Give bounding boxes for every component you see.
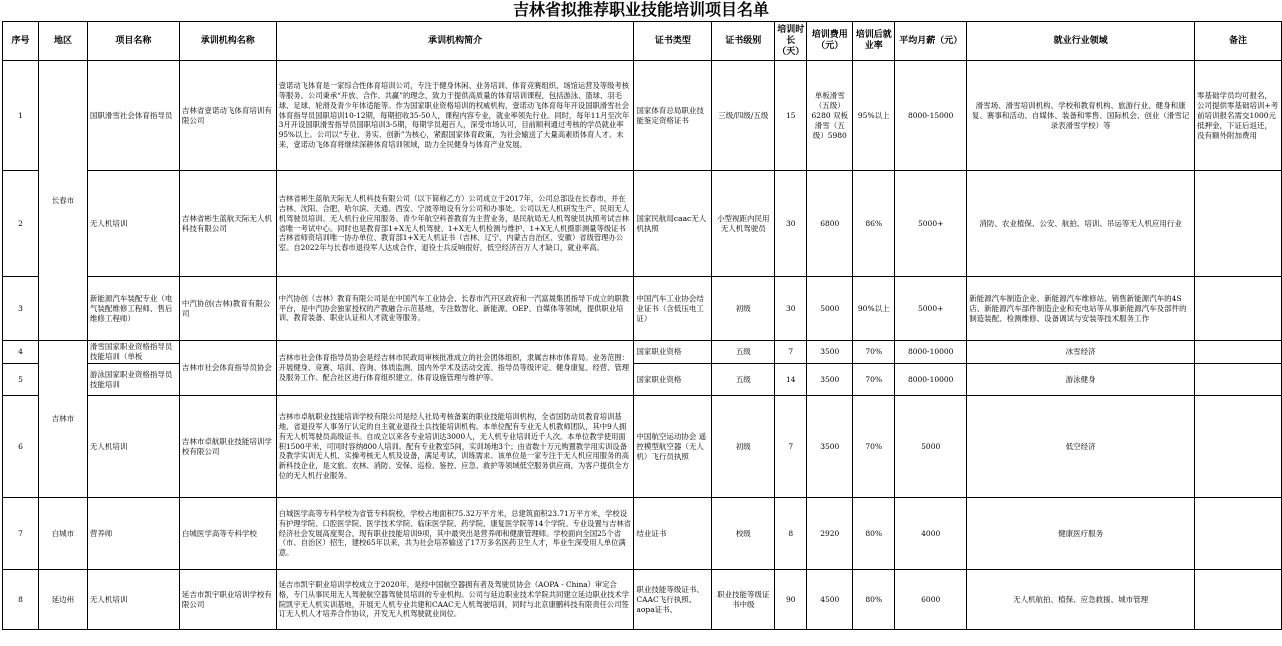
- cell-region: 长春市: [38, 61, 87, 341]
- cell-org: 吉林市社会体育指导员协会: [179, 341, 276, 396]
- cell-industry: 无人机航拍、植保、应急救援、城市管理: [967, 570, 1195, 630]
- cell-no: 4: [3, 341, 39, 364]
- cell-fee: 6800: [807, 171, 853, 277]
- cell-fee: 3500: [807, 364, 853, 396]
- cell-note: [1194, 171, 1281, 277]
- header-note: 备注: [1194, 22, 1281, 61]
- cell-cert-level: 初级: [712, 277, 775, 341]
- cell-cert-type: 国家职业资格: [634, 364, 712, 396]
- cell-intro: 中汽协创（吉林）教育有限公司是在中国汽车工业协会、长春市汽开区政府和一汽富晟集团指导下成立的职教平台，是中汽协会独家授权的产教融合示范基地，专注数智化、新能源、OEP、自媒体等领域，提供职业培训、教育装备、职业认证和人才就业等服务。: [276, 277, 634, 341]
- cell-fee: 5000: [807, 277, 853, 341]
- cell-fee: 2920: [807, 498, 853, 570]
- cell-no: 1: [3, 61, 39, 171]
- cell-intro: 吉林市卓航职业技能培训学校有限公司是经人社局考核备案的职业技能培训机构，全省国防动员教育培训基地、省退役军人事务厅认定的自主就业退役士兵技能培训机构。本单位配有专业无人机教师团队，其中9人拥有无人机驾驶员高级证书。自成立以来各专业培训达3000人，无人机专业培训近千人次。本单位教学使用面积1500平米，可同时容纳800人培训。配有专业教室5间，实训场地3个；由省数十万元购置教学用实训设备及教学实训无人机、实操考核无人机及设备，满足考试、训练需求。该单位是一家专注于无人机应用服务的高新科技企业，是文旅、农林、消防、安保、巡检、鉴控、应急、救护等领域低空服务供应商，为客户提供全方位的无人机行业服务。: [276, 396, 634, 498]
- cell-no: 3: [3, 277, 39, 341]
- cell-intro: 吉林省彬生蓝航天际无人机科技有限公司（以下简称乙方）公司成立于2017年，公司总部设在长春市，并在吉林、沈阳、合肥、哈尔滨、天通、西安、宁波等地设有分公司和办事处。公司以无人机研发生产、民用无人机驾驶员培训、无人机行业应用服务、青少年航空科普教育为主营业务，是民航局无人机驾驶员执照考试吉林省唯一考试中心。同时也是教育部1+X无人机驾驶、1+X无人机检测与维护、1+X无人机摄影测量等级证书吉林省师资培训唯一协办单位、教育部1+X无人机证书（吉林、辽宁、内蒙古自治区、安徽）省级管理办公室。自2022年与长春市退役军人达成合作，退役士兵反响很好，低空经济百万人才缺口，就业率高。: [276, 171, 634, 277]
- cell-fee: 3500: [807, 396, 853, 498]
- cell-salary: 4000: [895, 498, 967, 570]
- cell-cert-level: 校级: [712, 498, 775, 570]
- cell-cert-level: 职业技能等级证书中级: [712, 570, 775, 630]
- table-row: [3, 341, 1282, 364]
- cell-project: 无人机培训: [87, 570, 179, 630]
- cell-duration: 14: [775, 364, 807, 396]
- cell-cert-level: 五级: [712, 341, 775, 364]
- cell-org: 吉林省彬生蓝航天际无人机科技有限公司: [179, 171, 276, 277]
- table-row: [3, 61, 1282, 171]
- cell-project: 无人机培训: [87, 171, 179, 277]
- header-salary: 平均月薪（元）: [895, 22, 967, 61]
- cell-employment: 80%: [853, 498, 895, 570]
- cell-fee: 3500: [807, 341, 853, 364]
- table-row: [3, 498, 1282, 570]
- cell-note: [1194, 396, 1281, 498]
- header-no: 序号: [3, 22, 39, 61]
- cell-org: 中汽协创(吉林)教育有限公司: [179, 277, 276, 341]
- training-projects-table: [2, 21, 1282, 630]
- cell-industry: 健康医疗服务: [967, 498, 1195, 570]
- cell-no: 7: [3, 498, 39, 570]
- cell-employment: 70%: [853, 396, 895, 498]
- cell-no: 5: [3, 364, 39, 396]
- cell-cert-type: 中国航空运动协会 遥控模型航空器（无人机）飞行员执照: [634, 396, 712, 498]
- cell-note: [1194, 364, 1281, 396]
- cell-cert-type: 国家体育总局职业技能鉴定资格证书: [634, 61, 712, 171]
- cell-intro: 吉林市社会体育指导员协会是经吉林市民政局审核批准成立的社会团体组织，隶属吉林市体育局。业务范围：开展健身、竞赛、培训、咨询、体质监测、国内外学术及活动交流、指导员等级评定、健身康复、经营、管理及服务工作、配合社区进行体育组织建立、体育设施管理与维护等。: [276, 341, 634, 396]
- cell-duration: 30: [775, 171, 807, 277]
- cell-industry: 新能源汽车制造企业、新能源汽车维修站、销售新能源汽车的4S店、新能源汽车部件制造企业和充电站等从事新能源汽车及部件的制造装配、检测维修、设备调试与安装等技术服务工作: [967, 277, 1195, 341]
- cell-salary: 8000-15000: [895, 61, 967, 171]
- header-employment: 培训后就业率: [853, 22, 895, 61]
- cell-salary: 8000-10000: [895, 364, 967, 396]
- cell-no: 2: [3, 171, 39, 277]
- cell-salary: 5000: [895, 396, 967, 498]
- header-industry: 就业行业领域: [967, 22, 1195, 61]
- cell-employment: 70%: [853, 364, 895, 396]
- cell-fee: 单板滑雪（五级）6280 双板滑雪（五级）5980: [807, 61, 853, 171]
- header-org: 承训机构名称: [179, 22, 276, 61]
- header-duration: 培训时长（天）: [775, 22, 807, 61]
- cell-duration: 8: [775, 498, 807, 570]
- cell-employment: 95%以上: [853, 61, 895, 171]
- cell-employment: 86%: [853, 171, 895, 277]
- cell-salary: 8000-10000: [895, 341, 967, 364]
- header-cert-level: 证书级别: [712, 22, 775, 61]
- cell-cert-level: 初级: [712, 396, 775, 498]
- cell-org: 延吉市凯宇职业培训学校有限公司: [179, 570, 276, 630]
- header-project: 项目名称: [87, 22, 179, 61]
- cell-industry: 消防、农业植保、公安、航拍、培训、吊运等无人机应用行业: [967, 171, 1195, 277]
- cell-project: 游泳国家职业资格指导员技能培训: [87, 364, 179, 396]
- cell-salary: 6000: [895, 570, 967, 630]
- cell-duration: 7: [775, 341, 807, 364]
- cell-no: 6: [3, 396, 39, 498]
- cell-project: 国职滑雪社会体育指导员: [87, 61, 179, 171]
- cell-intro: 延吉市凯宇职业培训学校成立于2020年，是经中国航空器拥有者及驾驶员协会（AOPA - China）审定合格，专门从事民用无人驾驶航空器驾驶员培训的专业机构。公司与延边职业技术学院共同建立延边职业技术学院凯宇无人机实训基地，开展无人机专业共建和CAAC无人机驾驶培训，同时与北京康鹏科技有限责任公司签订无人机人才培养合作协议，开发无人机驾驶就业岗位。: [276, 570, 634, 630]
- cell-industry: 滑雪场、滑雪培训机构、学校和教育机构、旅游行业、健身和康复、赛事和活动、自媒体、装备和零售、国际机会、创业（滑雪记录表滑雪学校）等: [967, 61, 1195, 171]
- cell-project: 营养师: [87, 498, 179, 570]
- cell-industry: 冰雪经济: [967, 341, 1195, 364]
- cell-project: 滑雪国家职业资格指导员技能培训（单板: [87, 341, 179, 364]
- cell-duration: 7: [775, 396, 807, 498]
- cell-employment: 70%: [853, 341, 895, 364]
- cell-employment: 80%: [853, 570, 895, 630]
- cell-industry: 低空经济: [967, 396, 1195, 498]
- document-title: 吉林省拟推荐职业技能培训项目名单: [512, 0, 769, 19]
- cell-cert-level: 三级/四级/五级: [712, 61, 775, 171]
- table-row: [3, 396, 1282, 498]
- cell-note: [1194, 341, 1281, 364]
- cell-region: 延边州: [38, 570, 87, 630]
- cell-project: 无人机培训: [87, 396, 179, 498]
- cell-fee: 4500: [807, 570, 853, 630]
- header-fee: 培训费用（元）: [807, 22, 853, 61]
- header-cert-type: 证书类型: [634, 22, 712, 61]
- header-region: 地区: [38, 22, 87, 61]
- header-intro: 承训机构简介: [276, 22, 634, 61]
- cell-cert-type: 中国汽车工业协会结业证书（含低压电工证）: [634, 277, 712, 341]
- cell-salary: 5000+: [895, 171, 967, 277]
- table-row: [3, 171, 1282, 277]
- cell-note: [1194, 570, 1281, 630]
- cell-project: 新能源汽车装配专业（电气装配维修工程师、售后维修工程师）: [87, 277, 179, 341]
- cell-no: 8: [3, 570, 39, 630]
- cell-employment: 90%以上: [853, 277, 895, 341]
- cell-cert-type: 国家民航局caac无人机执照: [634, 171, 712, 277]
- cell-org: 吉林省壹诺动飞体育培训有限公司: [179, 61, 276, 171]
- header-row: [3, 22, 1282, 61]
- cell-duration: 15: [775, 61, 807, 171]
- cell-cert-type: 职业技能等级证书、CAAC飞行执照、aopa证书、: [634, 570, 712, 630]
- cell-cert-type: 结业证书: [634, 498, 712, 570]
- cell-note: 零基础学员均可报名，公司提供零基础培训+考前培训报名需交1000元抵押金，下证后返还，没有额外附加费用: [1194, 61, 1281, 171]
- cell-intro: 壹诺动飞体育是一家综合性体育培训公司，专注于健身休闲、业务培训、体育竞赛组织、场馆运营及等级考核等服务。公司秉承“开放、合作、共赢”的理念，致力于提供高质量的体育培训课程，包括游泳、篮球、羽毛球、足球、轮滑及青少年体适能等。作为国家职业资格培训的权威机构，壹诺动飞体育每年开设国职滑雪社会体育指导员国职培训10-12期，每期招收35-50人，课程内容专业，就业率领先行业。同时，每年11月至次年3月开设国职滑雪指导员国职培训3-5期，每期学员超百人，深受市场认可，目前顺利通过考核的学员就业率95%以上。公司以“专业、务实、创新”为核心，紧跟国家体育政策，为社会输送了大量高素质体育人才。未来，壹诺动飞体育将继续深耕体育培训领域，助力全民健身与体育产业发展。: [276, 61, 634, 171]
- cell-industry: 游泳健身: [967, 364, 1195, 396]
- cell-org: 吉林市卓航职业技能培训学校有限公司: [179, 396, 276, 498]
- cell-intro: 白城医学高等专科学校为省管专科院校，学校占地面积75.32万平方米，总建筑面积23.71万平方米，学校设有护理学院、口腔医学院、医学技术学院、临床医学院、药学院、康复医学院等14个学院。专业设置与吉林省经济社会发展高度契合，现有职业技能培训9项，其中最突出是营养师和健康管理师。学校面向全国25个省（市、自治区）招生，建校65年以来，共为社会培养输送了17万多名医药卫生人才，毕业生深受用人单位满意。: [276, 498, 634, 570]
- cell-region: 白城市: [38, 498, 87, 570]
- cell-cert-type: 国家职业资格: [634, 341, 712, 364]
- cell-note: [1194, 498, 1281, 570]
- cell-cert-level: 五级: [712, 364, 775, 396]
- cell-region: 吉林市: [38, 341, 87, 498]
- cell-cert-level: 小型视距内民用无人机驾驶员: [712, 171, 775, 277]
- cell-duration: 90: [775, 570, 807, 630]
- table-row: [3, 570, 1282, 630]
- cell-duration: 30: [775, 277, 807, 341]
- cell-org: 白城医学高等专科学校: [179, 498, 276, 570]
- table-row: [3, 277, 1282, 341]
- cell-salary: 5000+: [895, 277, 967, 341]
- cell-note: [1194, 277, 1281, 341]
